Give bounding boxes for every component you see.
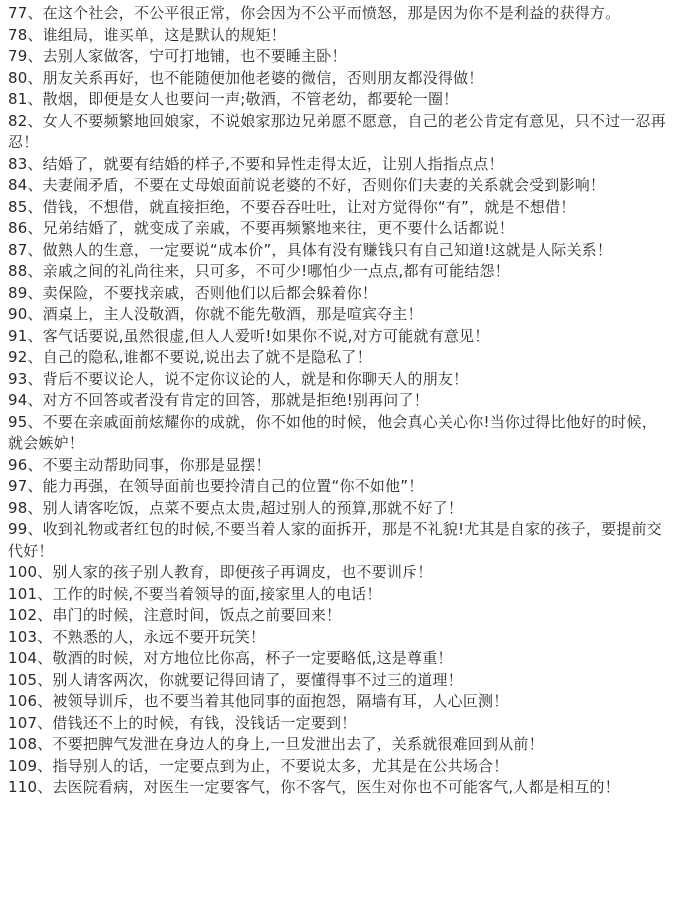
list-item: 87、做熟人的生意，一定要说“成本价”，具体有没有赚钱只有自己知道!这就是人际关系！ [8,240,613,259]
list-item: 109、指导别人的话，一定要点到为止，不要说太多，尤其是在公共场合！ [8,756,509,775]
list-item: 110、去医院看病，对医生一定要客气，你不客气，医生对你也不可能客气,人都是相互的！ [8,778,620,796]
list-item: 93、背后不要议论人，说不定你议论的人，就是和你聊天人的朋友！ [8,369,469,388]
list-item: 82、女人不要频繁地回娘家，不说娘家那边兄弟愿不愿意，自己的老公肯定有意见，只不过一忍再忍！ [8,111,666,151]
list-item: 98、别人请客吃饭，点菜不要点太贵,超过别人的预算,那就不好了！ [8,498,464,517]
list-item: 104、敬酒的时候，对方地位比你高，杯子一定要略低,这是尊重！ [8,649,453,667]
list-item: 100、别人家的孩子别人教育，即便孩子再调皮，也不要训斥！ [8,563,433,581]
list-item: 92、自己的隐私,谁都不要说,说出去了就不是隐私了！ [8,348,372,366]
list-item: 83、结婚了，就要有结婚的样子,不要和异性走得太近，让别人指指点点！ [8,154,504,173]
list-item: 91、客气话要说,虽然很虚,但人人爱听!如果你不说,对方可能就有意见！ [8,326,490,345]
list-item: 95、不要在亲戚面前炫耀你的成就，你不如他的时候，他会真心关心你!当你过得比他好的时候，就会嫉妒！ [8,412,657,452]
list-item: 86、兄弟结婚了，就变成了亲戚，不要再频繁地来往，更不要什么话都说！ [8,219,514,237]
list-item: 88、亲戚之间的礼尚往来，只可多，不可少!哪怕少一点点,都有可能结怨！ [8,262,510,280]
list-item: 78、谁组局，谁买单，这是默认的规矩！ [8,25,286,44]
list-item: 101、工作的时候,不要当着领导的面,接家里人的电话！ [8,584,382,603]
list-item: 107、借钱还不上的时候，有钱，没钱话一定要到！ [8,713,357,732]
list-item: 89、卖保险，不要找亲戚，否则他们以后都会躲着你！ [8,283,378,302]
list-item: 77、在这个社会，不公平很正常，你会因为不公平而愤怒，那是因为你不是利益的获得方。 [8,4,621,22]
list-item: 94、对方不回答或者没有肯定的回答，那就是拒绝!别再问了！ [8,391,429,409]
list-item: 81、散烟，即便是女人也要问一声;敬酒，不管老幼，都要轮一圈！ [8,90,459,108]
list-item: 84、夫妻闹矛盾，不要在丈母娘面前说老婆的不好，否则你们夫妻的关系就会受到影响！ [8,176,606,194]
list-item: 106、被领导训斥，也不要当着其他同事的面抱怨，隔墙有耳，人心叵测！ [8,692,509,710]
list-item: 79、去别人家做客，宁可打地铺，也不要睡主卧！ [8,47,347,65]
list-item: 80、朋友关系再好，也不能随便加他老婆的微信，否则朋友都没得做！ [8,68,484,87]
list-item: 99、收到礼物或者红包的时候,不要当着人家的面拆开，那是不礼貌!尤其是自家的孩子，要提前交代好！ [8,520,662,560]
list-item: 97、能力再强，在领导面前也要拎清自己的位置“你不如他”！ [8,477,424,495]
list-item: 90、酒桌上，主人没敬酒，你就不能先敬酒，那是喧宾夺主！ [8,305,423,323]
list-item: 103、不熟悉的人，永远不要开玩笑！ [8,627,266,646]
list-item: 85、借钱，不想借，就直接拒绝，不要吞吞吐吐，让对方觉得你“有”，就是不想借！ [8,197,576,216]
list-item: 102、串门的时候，注意时间，饭点之前要回来！ [8,606,342,624]
list-item: 96、不要主动帮助同事，你那是显摆！ [8,455,271,474]
list-item: 108、不要把脾气发泄在身边人的身上,一旦发泄出去了，关系就很难回到从前！ [8,735,544,753]
list-item: 105、别人请客两次，你就要记得回请了，要懂得事不过三的道理！ [8,670,463,689]
